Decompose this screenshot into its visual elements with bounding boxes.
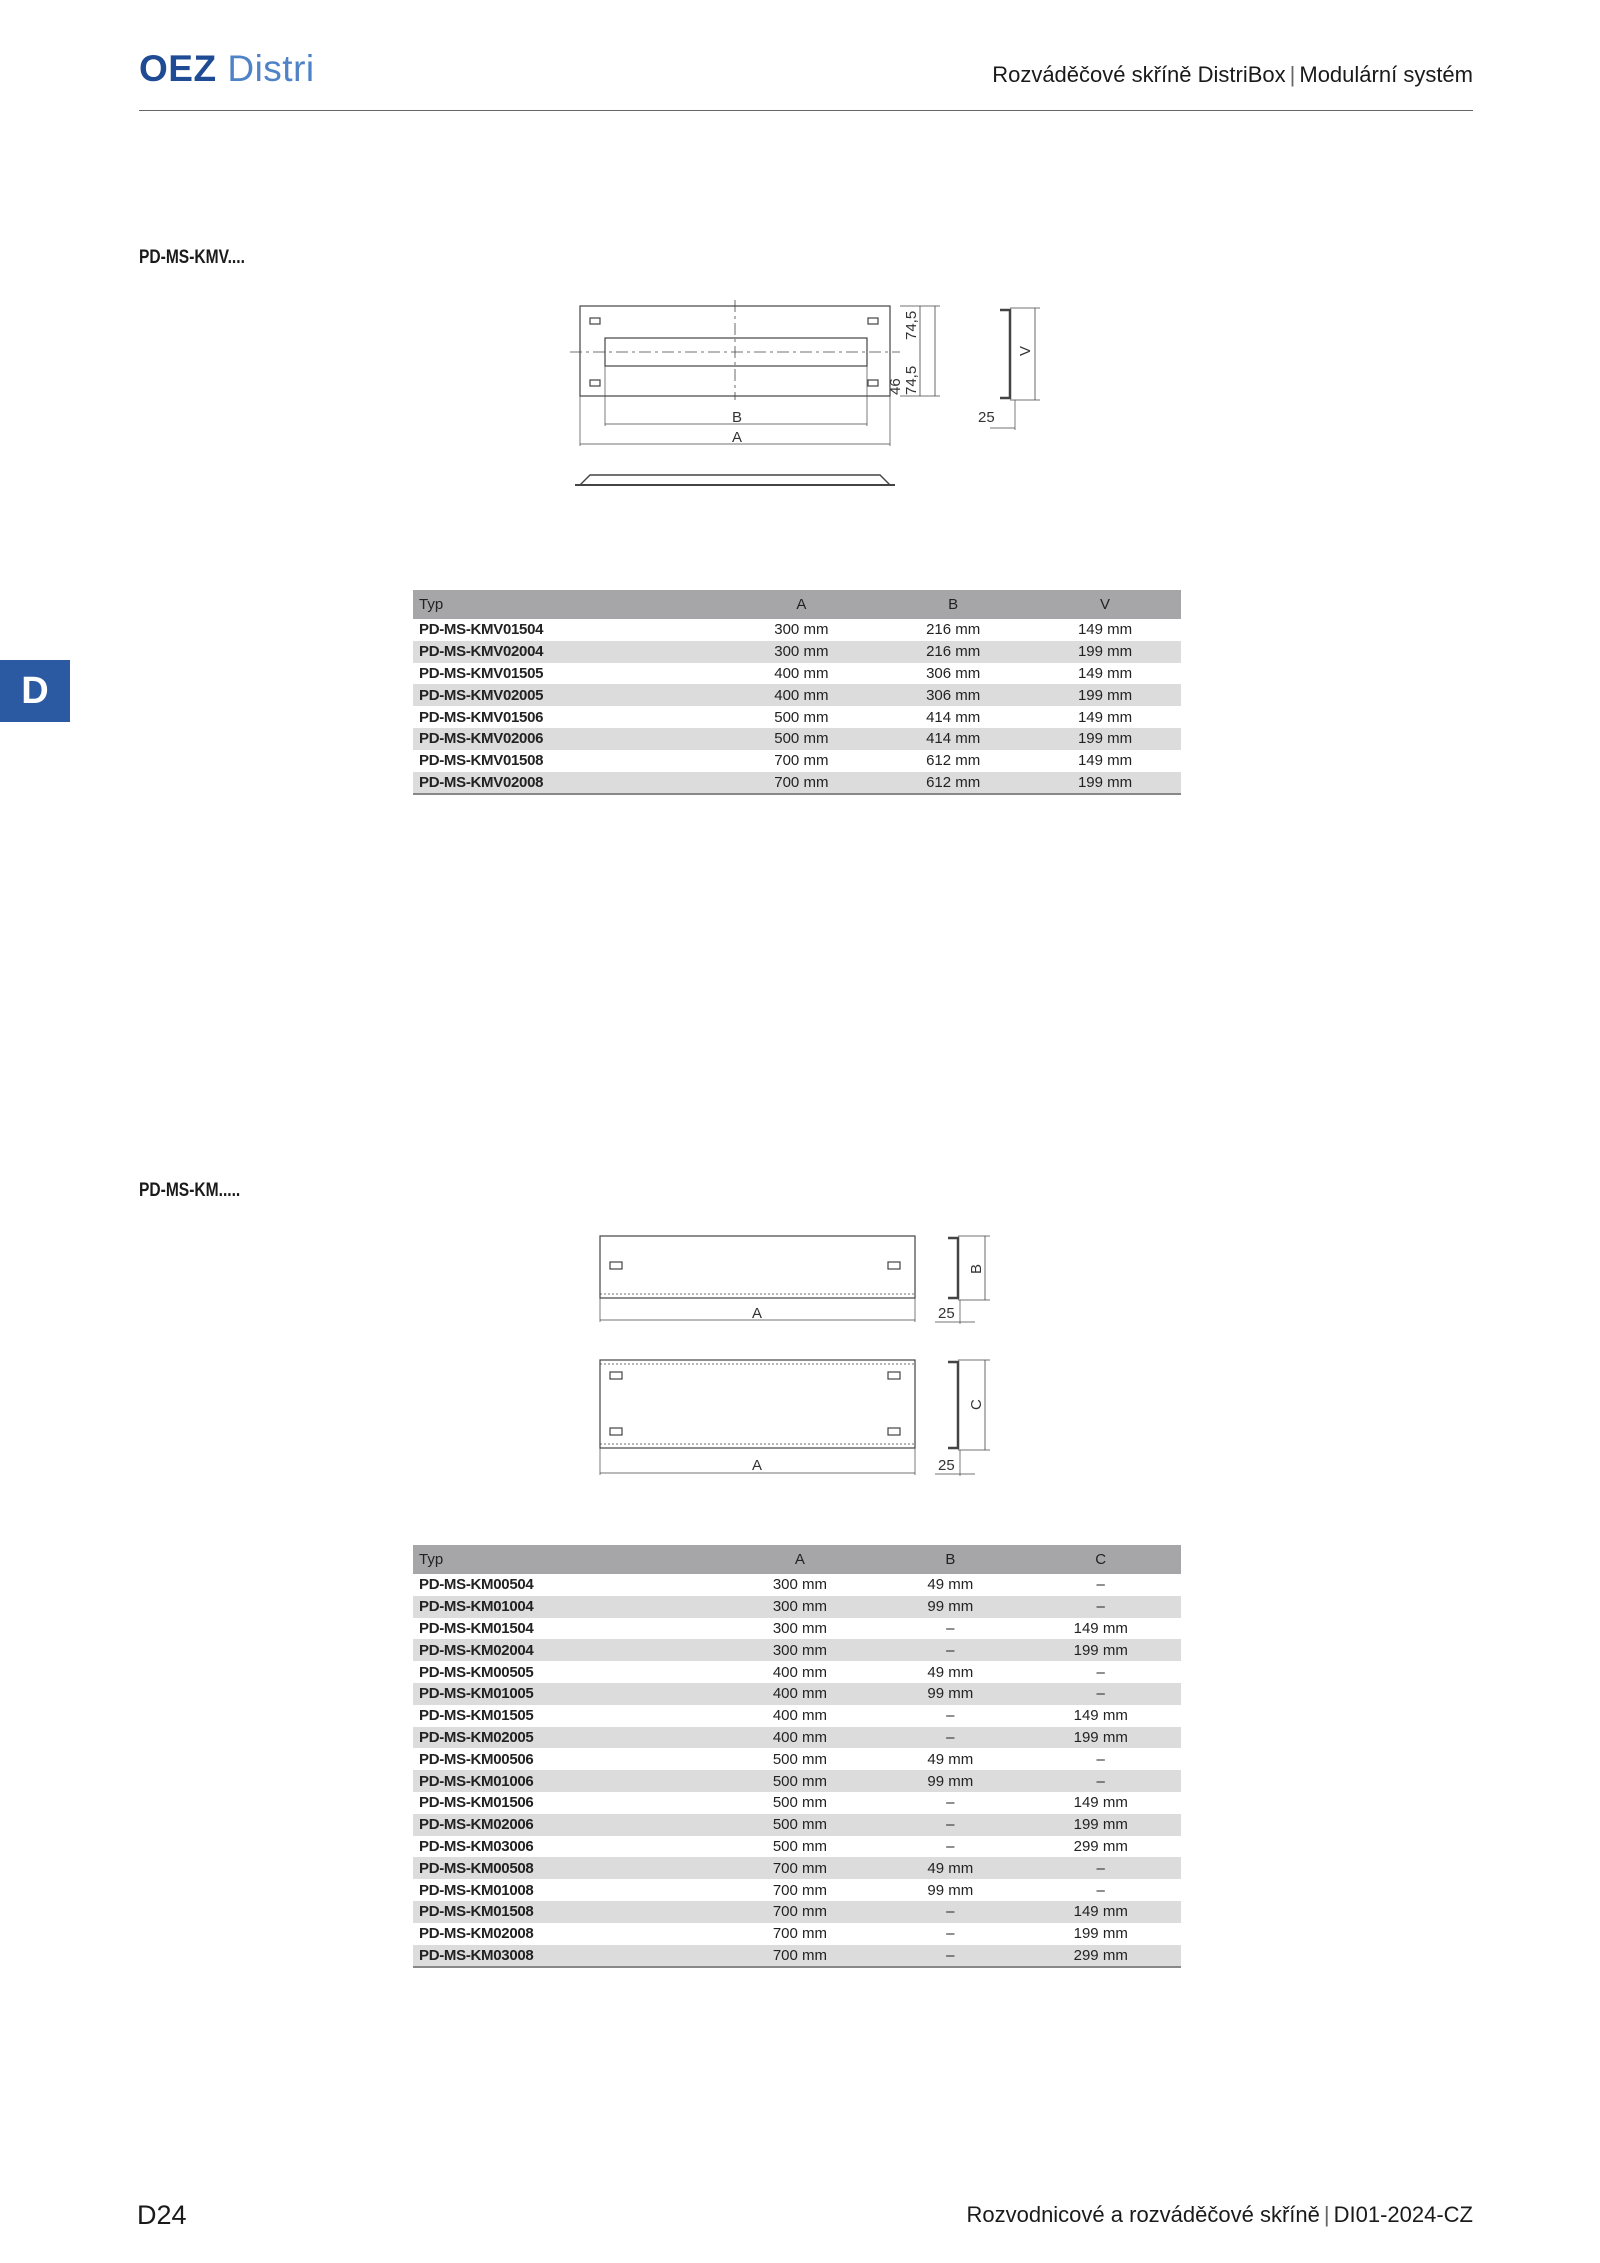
table-cell: 199 mm xyxy=(1020,1639,1181,1661)
table-row xyxy=(413,1836,1181,1858)
footer-doc-title: Rozvodnicové a rozváděčové skříně xyxy=(966,2202,1320,2227)
type-cell: PD-MS-KM01008 xyxy=(419,1881,534,1899)
kmv-dim-745-top-label: 74,5 xyxy=(903,310,920,340)
table-cell: 300 mm xyxy=(774,621,829,639)
table-row xyxy=(413,1683,1181,1705)
table-row xyxy=(413,684,1181,706)
table-cell: – xyxy=(880,1901,1020,1923)
table-row xyxy=(413,1639,1181,1661)
type-cell: PD-MS-KMV01504 xyxy=(419,621,544,639)
table-cell: – xyxy=(946,1794,955,1812)
table-cell: 500 mm xyxy=(720,1770,881,1792)
table-cell: 500 mm xyxy=(725,728,877,750)
table-cell: 216 mm xyxy=(926,621,981,639)
table-cell: 500 mm xyxy=(720,1814,881,1836)
page-number: D24 xyxy=(137,2200,187,2230)
table-cell: 149 mm xyxy=(1073,1707,1128,1725)
header-title-main: Rozváděčové skříně DistriBox xyxy=(992,62,1286,87)
km-dim-a-bottom-label: A xyxy=(752,1457,763,1474)
table-cell: 99 mm xyxy=(927,1881,974,1899)
table-cell: 700 mm xyxy=(720,1901,881,1923)
kmv-dim-745-bottom-label: 74,5 xyxy=(903,365,920,395)
table-cell: – xyxy=(880,1945,1020,1968)
type-cell: PD-MS-KM03006 xyxy=(419,1837,534,1855)
kmv-dim-a-label: A xyxy=(732,429,743,446)
type-cell: PD-MS-KM00506 xyxy=(419,1750,534,1768)
column-header: A xyxy=(720,1545,881,1574)
table-row xyxy=(413,1748,1181,1770)
footer-doc-code: DI01-2024-CZ xyxy=(1333,2202,1473,2227)
table-cell: – xyxy=(1096,1881,1105,1899)
table-row xyxy=(413,1727,1181,1749)
table-row xyxy=(413,1661,1181,1683)
km-technical-drawing xyxy=(590,1230,1010,1490)
type-cell: PD-MS-KM03008 xyxy=(413,1945,720,1968)
table-row xyxy=(413,1814,1181,1836)
table-cell: – xyxy=(946,1925,955,1943)
table-cell: 149 mm xyxy=(1077,621,1133,639)
table-cell: – xyxy=(880,1639,1020,1661)
column-header: Typ xyxy=(413,590,725,619)
table-row xyxy=(413,619,1181,641)
column-header: C xyxy=(1020,1545,1181,1574)
table-cell: 400 mm xyxy=(772,1707,828,1725)
km-dim-b-label: B xyxy=(968,1263,985,1274)
table-cell: 99 mm xyxy=(880,1683,1020,1705)
type-cell: PD-MS-KM02008 xyxy=(419,1925,534,1943)
table-cell: – xyxy=(1020,1770,1181,1792)
table-cell: – xyxy=(1096,1663,1105,1681)
km-spec-table xyxy=(413,1545,1181,1968)
table-cell: 149 mm xyxy=(1073,1619,1128,1637)
logo-primary: OEZ xyxy=(139,48,217,89)
table-cell: 700 mm xyxy=(772,1925,828,1943)
table-cell: 216 mm xyxy=(877,641,1029,663)
table-row xyxy=(413,772,1181,795)
kmv-dim-46-label: 46 xyxy=(887,378,904,395)
type-cell: PD-MS-KM02006 xyxy=(413,1814,720,1836)
table-row xyxy=(413,1945,1181,1968)
type-cell: PD-MS-KM02004 xyxy=(413,1639,720,1661)
header-divider xyxy=(139,110,1473,111)
type-cell: PD-MS-KM01005 xyxy=(413,1683,720,1705)
table-cell: – xyxy=(946,1707,955,1725)
type-cell: PD-MS-KM01004 xyxy=(413,1596,720,1618)
table-cell: 199 mm xyxy=(1020,1727,1181,1749)
table-cell: – xyxy=(880,1814,1020,1836)
table-cell: 414 mm xyxy=(877,728,1029,750)
table-cell: 149 mm xyxy=(1077,708,1133,726)
type-cell: PD-MS-KM00505 xyxy=(419,1663,534,1681)
table-row xyxy=(413,663,1181,685)
table-cell: 300 mm xyxy=(720,1639,881,1661)
kmv-dim-b-label: B xyxy=(732,409,743,426)
table-cell: 400 mm xyxy=(774,664,829,682)
table-cell: 149 mm xyxy=(1077,752,1133,770)
type-cell: PD-MS-KM01506 xyxy=(419,1794,534,1812)
column-header: Typ xyxy=(413,1545,720,1574)
type-cell: PD-MS-KMV01505 xyxy=(419,664,544,682)
table-cell: 500 mm xyxy=(772,1837,828,1855)
table-cell: 199 mm xyxy=(1029,684,1181,706)
table-cell: – xyxy=(1020,1857,1181,1879)
table-header-row xyxy=(413,590,1181,619)
table-cell: 49 mm xyxy=(927,1663,974,1681)
km-dim-25-bottom-label: 25 xyxy=(938,1457,955,1474)
km-dim-25-top-label: 25 xyxy=(938,1305,955,1322)
column-header: A xyxy=(725,590,877,619)
table-header-row xyxy=(413,1545,1181,1574)
table-row xyxy=(413,1574,1181,1596)
table-cell: 149 mm xyxy=(1073,1794,1128,1812)
table-cell: 99 mm xyxy=(880,1770,1020,1792)
footer-doc-info xyxy=(966,2202,1473,2228)
section-label-kmv: PD-MS-KMV.... xyxy=(139,247,245,268)
table-cell: 299 mm xyxy=(1073,1837,1128,1855)
table-cell: 299 mm xyxy=(1020,1945,1181,1968)
table-cell: – xyxy=(1020,1596,1181,1618)
section-label-km: PD-MS-KM..... xyxy=(139,1180,241,1201)
type-cell: PD-MS-KM01508 xyxy=(413,1901,720,1923)
kmv-dim-v-label: V xyxy=(1017,345,1034,356)
table-cell: 700 mm xyxy=(772,1881,828,1899)
table-cell: 300 mm xyxy=(772,1576,828,1594)
table-row xyxy=(413,1923,1181,1945)
table-cell: 49 mm xyxy=(880,1857,1020,1879)
kmv-spec-table xyxy=(413,590,1181,795)
table-row xyxy=(413,1618,1181,1640)
table-cell: 199 mm xyxy=(1029,641,1181,663)
table-cell: 700 mm xyxy=(725,772,877,795)
table-cell: 400 mm xyxy=(772,1663,828,1681)
table-cell: 199 mm xyxy=(1073,1925,1128,1943)
type-cell: PD-MS-KMV01508 xyxy=(419,752,544,770)
table-cell: – xyxy=(1020,1683,1181,1705)
column-header: B xyxy=(880,1545,1020,1574)
table-cell: 400 mm xyxy=(720,1727,881,1749)
table-cell: 500 mm xyxy=(772,1750,828,1768)
table-cell: 199 mm xyxy=(1029,772,1181,795)
table-row xyxy=(413,1901,1181,1923)
table-cell: 700 mm xyxy=(720,1945,881,1968)
table-row xyxy=(413,1705,1181,1727)
table-cell: 414 mm xyxy=(926,708,981,726)
km-dim-a-top-label: A xyxy=(752,1305,763,1322)
table-row xyxy=(413,750,1181,772)
table-cell: 199 mm xyxy=(1020,1814,1181,1836)
table-cell: 306 mm xyxy=(926,664,981,682)
brand-logo xyxy=(139,48,315,90)
kmv-technical-drawing xyxy=(570,300,1050,495)
table-cell: – xyxy=(880,1727,1020,1749)
header-title xyxy=(992,62,1473,88)
table-cell: – xyxy=(1096,1750,1105,1768)
table-cell: 700 mm xyxy=(720,1857,881,1879)
table-cell: 500 mm xyxy=(772,1794,828,1812)
table-row xyxy=(413,1770,1181,1792)
table-row xyxy=(413,1857,1181,1879)
table-cell: – xyxy=(946,1619,955,1637)
table-cell: – xyxy=(1096,1576,1105,1594)
table-cell: 400 mm xyxy=(720,1683,881,1705)
table-cell: 149 mm xyxy=(1020,1901,1181,1923)
table-cell: 700 mm xyxy=(774,752,829,770)
type-cell: PD-MS-KM01505 xyxy=(419,1707,534,1725)
type-cell: PD-MS-KM02005 xyxy=(413,1727,720,1749)
table-cell: 300 mm xyxy=(772,1619,828,1637)
table-cell: 612 mm xyxy=(926,752,981,770)
section-tab: D xyxy=(0,660,70,722)
table-row xyxy=(413,1792,1181,1814)
type-cell: PD-MS-KM00508 xyxy=(413,1857,720,1879)
table-row xyxy=(413,1879,1181,1901)
logo-secondary: Distri xyxy=(227,48,315,89)
type-cell: PD-MS-KMV02004 xyxy=(413,641,725,663)
table-cell: 306 mm xyxy=(877,684,1029,706)
table-cell: 49 mm xyxy=(927,1750,974,1768)
table-cell: 149 mm xyxy=(1077,664,1133,682)
table-row xyxy=(413,1596,1181,1618)
table-cell: 400 mm xyxy=(725,684,877,706)
type-cell: PD-MS-KMV02008 xyxy=(413,772,725,795)
type-cell: PD-MS-KM00504 xyxy=(419,1576,534,1594)
table-cell: 612 mm xyxy=(877,772,1029,795)
type-cell: PD-MS-KM01504 xyxy=(419,1619,534,1637)
header-title-separator: | xyxy=(1289,62,1296,87)
type-cell: PD-MS-KMV02005 xyxy=(413,684,725,706)
table-cell: 500 mm xyxy=(774,708,829,726)
table-cell: 300 mm xyxy=(720,1596,881,1618)
table-row xyxy=(413,728,1181,750)
table-cell: 99 mm xyxy=(880,1596,1020,1618)
table-row xyxy=(413,706,1181,728)
table-cell: – xyxy=(946,1837,955,1855)
type-cell: PD-MS-KMV02006 xyxy=(413,728,725,750)
column-header: B xyxy=(877,590,1029,619)
column-header: V xyxy=(1029,590,1181,619)
table-cell: 300 mm xyxy=(725,641,877,663)
table-row xyxy=(413,641,1181,663)
type-cell: PD-MS-KMV01506 xyxy=(419,708,544,726)
header-title-sub: Modulární systém xyxy=(1299,62,1473,87)
table-cell: 199 mm xyxy=(1029,728,1181,750)
table-cell: 49 mm xyxy=(927,1576,974,1594)
footer-separator: | xyxy=(1323,2202,1330,2227)
km-dim-c-label: C xyxy=(968,1399,985,1410)
type-cell: PD-MS-KM01006 xyxy=(413,1770,720,1792)
kmv-dim-25-label: 25 xyxy=(978,409,995,426)
